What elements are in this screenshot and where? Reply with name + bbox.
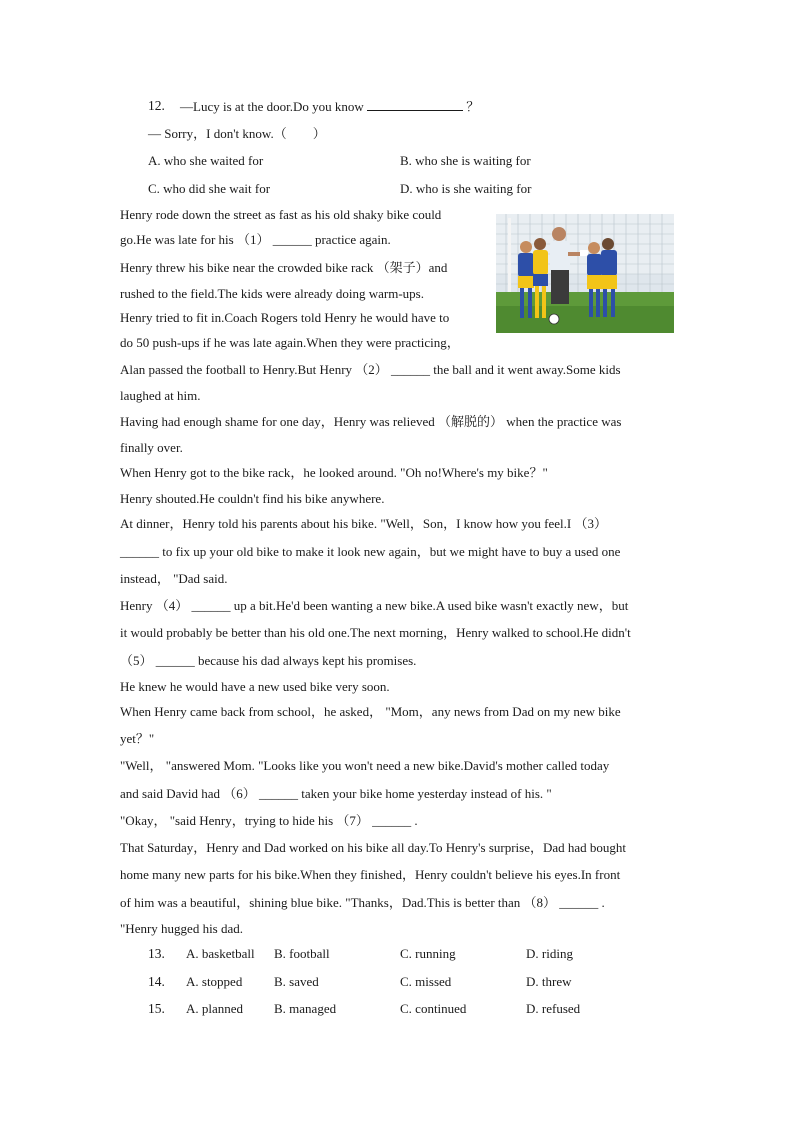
option-text: running (415, 946, 456, 961)
q14-option-c[interactable] (400, 974, 451, 990)
option-text: continued (415, 1001, 467, 1016)
question-12-stem-text: —Lucy is at the door.Do you know (180, 99, 364, 114)
question-12-reply: — Sorry，I don't know.（ ） (148, 126, 326, 141)
passage-line: do 50 push-ups if he was late again.When they were practicing， (120, 335, 460, 350)
q13-option-a[interactable] (186, 946, 255, 962)
option-letter: A. (186, 1001, 199, 1016)
q12-option-d[interactable] (400, 181, 531, 197)
q13-option-b[interactable] (274, 946, 330, 962)
option-letter: B. (274, 1001, 286, 1016)
passage-line: it would probably be better than his old one.The next morning，Henry walked to school.He didn't (120, 625, 631, 640)
answer-blank (367, 98, 463, 111)
option-text: who she is waiting for (415, 153, 531, 168)
q15-option-d[interactable] (526, 1001, 580, 1017)
option-text: stopped (201, 974, 243, 989)
option-letter: C. (400, 946, 412, 961)
option-text: refused (541, 1001, 581, 1016)
passage-line: When Henry got to the bike rack，he looked around. "Oh no!Where's my bike？" (120, 465, 548, 480)
option-text: managed (289, 1001, 337, 1016)
passage-line: He knew he would have a new used bike very soon. (120, 679, 390, 694)
passage-line: laughed at him. (120, 388, 201, 403)
passage-line: "Well， "answered Mom. "Looks like you won't need a new bike.David's mother called today (120, 758, 610, 773)
question-14-number: 14. (148, 974, 165, 989)
q14-option-b[interactable] (274, 974, 319, 990)
question-13-number: 13. (148, 946, 165, 961)
option-letter: B. (400, 153, 412, 168)
passage-line: Henry rode down the street as fast as his old shaky bike could (120, 207, 442, 222)
option-letter: A. (148, 153, 161, 168)
q12-option-c[interactable] (148, 181, 270, 197)
question-12-stem (180, 98, 479, 115)
passage-line: Henry shouted.He couldn't find his bike anywhere. (120, 491, 385, 506)
q14-option-a[interactable] (186, 974, 242, 990)
passage-line: "Okay， "said Henry，trying to hide his （7） ______ . (120, 813, 418, 828)
q13-option-c[interactable] (400, 946, 456, 962)
passage-line: of him was a beautiful，shining blue bike. "Thanks，Dad.This is better than （8） ______ . (120, 895, 605, 910)
passage-line: and said David had （6） ______ taken your bike home yesterday instead of his. " (120, 786, 552, 801)
option-text: riding (541, 946, 573, 961)
option-text: who did she wait for (163, 181, 271, 196)
passage-line: Henry tried to fit in.Coach Rogers told Henry he would have to (120, 310, 450, 325)
option-text: missed (415, 974, 452, 989)
passage-line: go.He was late for his （1） ______ practice again. (120, 232, 391, 247)
passage-line: home many new parts for his bike.When they finished，Henry couldn't believe his eyes.In front (120, 867, 621, 882)
option-letter: B. (274, 946, 286, 961)
soccer-coach-photo (496, 214, 674, 333)
passage-line: That Saturday，Henry and Dad worked on his bike all day.To Henry's surprise，Dad had bought (120, 840, 627, 855)
passage-line: At dinner，Henry told his parents about his bike. "Well，Son，I know how you feel.I （3） (120, 516, 607, 531)
option-letter: A. (186, 974, 199, 989)
option-letter: D. (526, 974, 539, 989)
passage-line: finally over. (120, 440, 183, 455)
passage-line: （5） ______ because his dad always kept his promises. (120, 653, 417, 668)
question-12-mark: ？ (466, 99, 480, 114)
option-letter: D. (526, 946, 539, 961)
passage-line: rushed to the field.The kids were already doing warm-ups. (120, 286, 424, 301)
option-text: who she waited for (163, 153, 264, 168)
option-text: threw (541, 974, 572, 989)
passage-line: ______ to fix up your old bike to make it look new again，but we might have to buy a used one (120, 544, 621, 559)
q15-option-a[interactable] (186, 1001, 243, 1017)
passage-line: "Henry hugged his dad. (120, 921, 244, 936)
passage-line: instead， "Dad said. (120, 571, 228, 586)
question-12-number: 12. (148, 98, 165, 113)
option-letter: B. (274, 974, 286, 989)
question-15-number: 15. (148, 1001, 165, 1016)
passage-line: Alan passed the football to Henry.But Henry （2） ______ the ball and it went away.Some kids (120, 362, 621, 377)
q14-option-d[interactable] (526, 974, 572, 990)
passage-line: Henry threw his bike near the crowded bike rack （架子）and (120, 260, 448, 275)
passage-line: When Henry came back from school，he asked， "Mom，any news from Dad on my new bike (120, 704, 621, 719)
option-letter: A. (186, 946, 199, 961)
q12-option-a[interactable] (148, 153, 263, 169)
option-text: who is she waiting for (415, 181, 532, 196)
option-letter: C. (400, 1001, 412, 1016)
option-text: football (289, 946, 330, 961)
option-text: planned (201, 1001, 244, 1016)
option-letter: D. (400, 181, 413, 196)
q15-option-c[interactable] (400, 1001, 466, 1017)
option-letter: C. (400, 974, 412, 989)
passage-line: Henry （4） ______ up a bit.He'd been wanting a new bike.A used bike wasn't exactly new，but (120, 598, 629, 613)
option-text: saved (289, 974, 319, 989)
option-letter: C. (148, 181, 160, 196)
option-letter: D. (526, 1001, 539, 1016)
option-text: basketball (201, 946, 255, 961)
passage-line: yet？" (120, 731, 155, 746)
q13-option-d[interactable] (526, 946, 573, 962)
q15-option-b[interactable] (274, 1001, 336, 1017)
q12-option-b[interactable] (400, 153, 531, 169)
photo-illustration (496, 214, 674, 333)
passage-line: Having had enough shame for one day，Henry was relieved （解脱的） when the practice was (120, 414, 622, 429)
